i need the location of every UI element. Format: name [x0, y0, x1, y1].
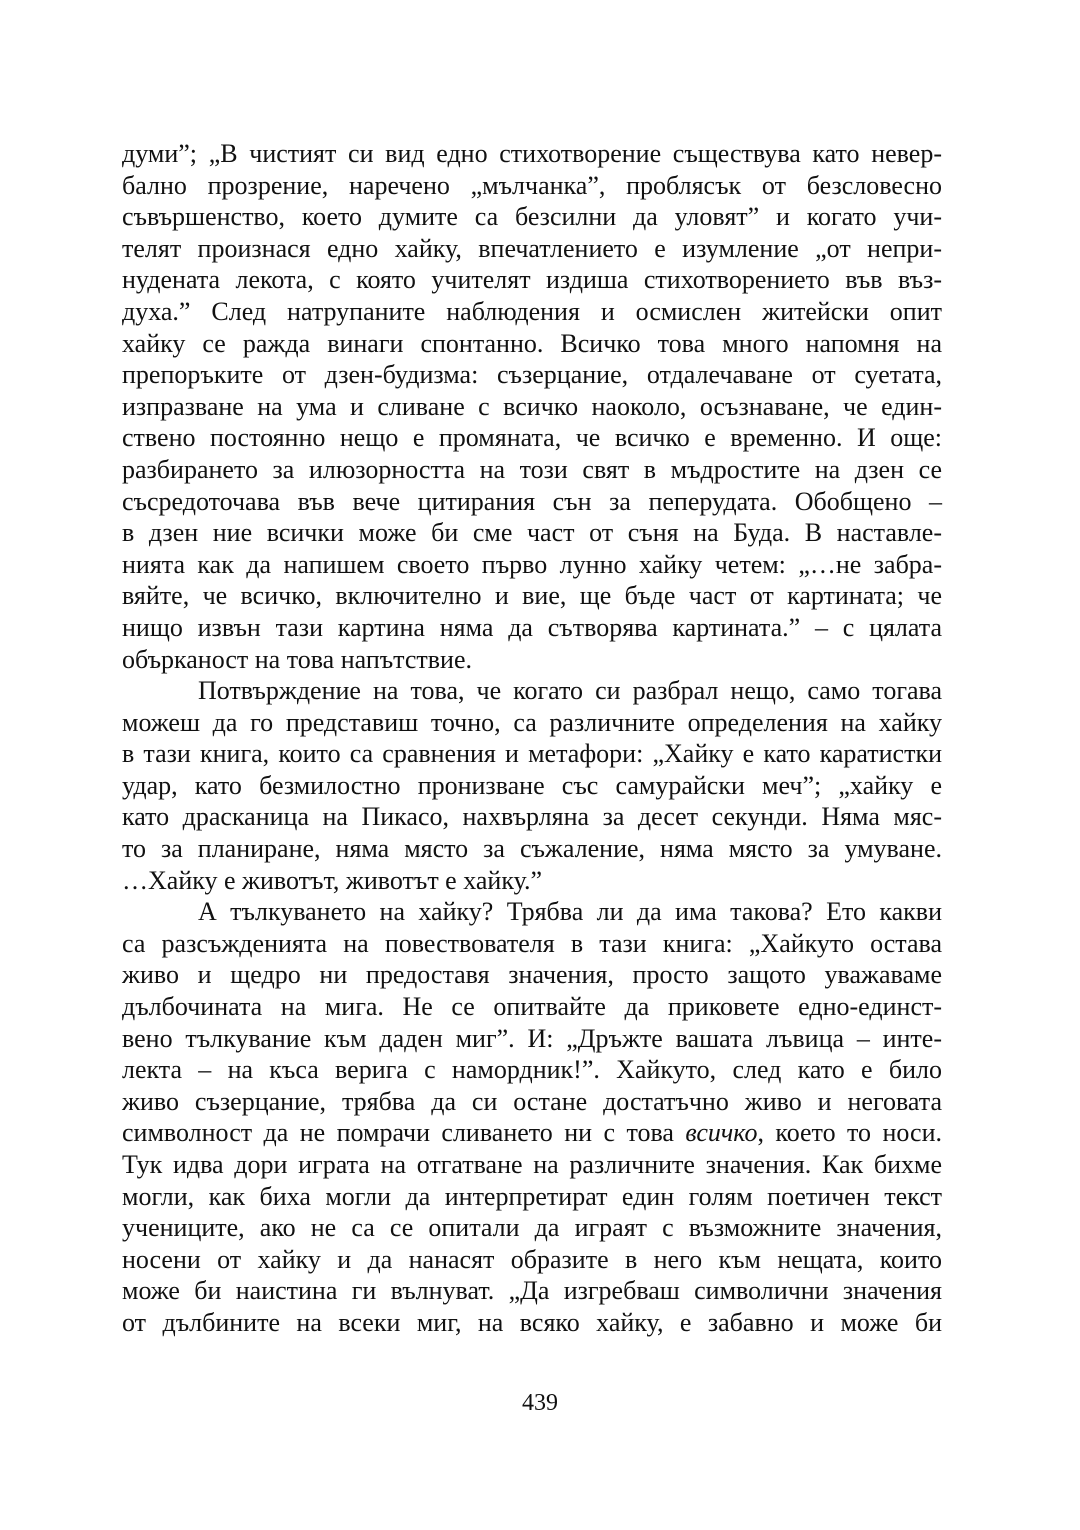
- page-body: [122, 138, 942, 1339]
- text-line: духа.” След натрупаните наблюдения и осмислен житейски опит: [122, 296, 942, 326]
- text-line: А тълкуването на хайку? Трябва ли да има такова? Ето какви: [198, 897, 942, 927]
- text-line: думи”; „В чистият си вид едно стихотворение съществува като невер-: [122, 139, 942, 168]
- text-line: са разсъжденията на повествователя в тази книга: „Хайкуто остава: [122, 928, 942, 958]
- page-number: 439: [522, 1390, 558, 1416]
- italic-word: всичко: [685, 1118, 758, 1148]
- text-line: лекта – на къса верига с намордник!”. Хайкуто, след като е било: [122, 1055, 942, 1085]
- text-line: вяйте, че всичко, включително и вие, ще бъде част от картината; че: [122, 581, 942, 611]
- paragraph-2: [122, 675, 942, 896]
- text-line: нищо извън тази картина няма да сътворява картината.” – с цялата: [122, 612, 942, 642]
- text-line: нията как да напишем своето първо лунно хайку четем: „…не забра-: [122, 549, 942, 579]
- text-line: живо и щедро ни предоставя значения, просто защото уважаваме: [122, 960, 942, 990]
- text-line: изпразване на ума и сливане с всичко наоколо, осъзнаване, че един-: [122, 391, 942, 421]
- text-line: Тук идва дори играта на отгатване на различните значения. Как бихме: [122, 1150, 942, 1179]
- text-line: съвършенство, което думите са безсилни да уловят” и когато учи-: [122, 202, 942, 232]
- text-line: от дълбините на всеки миг, на всяко хайку, е забавно и може би: [122, 1307, 942, 1337]
- paragraph-3: [122, 896, 942, 1338]
- text-segment: символност да не помрачи сливането ни с това: [122, 1118, 686, 1148]
- text-line: като драсканица на Пикасо, нахвърляна за десет секунди. Няма мяс-: [122, 802, 942, 832]
- text-line: можеш да го представиш точно, са различните определения на хайку: [122, 707, 942, 737]
- text-line: препоръките от дзен-будизма: съзерцание, отдалечаване от суетата,: [122, 360, 942, 390]
- text-line: телят произнася едно хайку, впечатлението е изумление „от непри-: [122, 233, 942, 263]
- text-line: може би наистина ги вълнуват. „Да изгребваш символични значения: [122, 1276, 942, 1306]
- text-line: бално прозрение, наречено „мълчанка”, проблясък от безсловесно: [122, 170, 942, 200]
- text-line: то за планиране, няма място за съжаление, няма място за умуване.: [122, 834, 942, 864]
- text-line: удар, като безмилостно пронизване със самурайски меч”; „хайку е: [122, 770, 942, 800]
- text-line: учениците, ако не са се опитали да играят с възможните значения,: [122, 1213, 942, 1243]
- text-line: в тази книга, които са сравнения и метафори: „Хайку е като каратистки: [122, 739, 942, 769]
- text-line: живо съзерцание, трябва да си остане достатъчно живо и неговата: [122, 1086, 942, 1116]
- text-line: могли, как биха могли да интерпретират един голям поетичен текст: [122, 1181, 942, 1211]
- text-line: дълбочината на мига. Не се опитвайте да приковете едно-единст-: [122, 992, 942, 1022]
- text-line: нудената лекота, с която учителят издиша стихотворението във въз-: [122, 265, 942, 295]
- text-line: носени от хайку и да нанасят образите в него към нещата, които: [122, 1244, 942, 1274]
- text-line: ствено постоянно нещо е промяната, че всичко е временно. И още:: [122, 423, 942, 453]
- text-line: разбирането за илюзорността на този свят в мъдростите на дзен се: [122, 454, 942, 484]
- text-line: хайку се ражда винаги спонтанно. Всичко това много напомня на: [122, 328, 942, 358]
- text-line: …Хайку е животът, животът е хайку.”: [122, 865, 543, 895]
- text-segment: , което то носи.: [757, 1118, 942, 1148]
- text-line: обърканост на това напътствие.: [122, 644, 472, 674]
- text-line-with-italic: [122, 1117, 942, 1149]
- text-line: вено тълкувание към даден миг”. И: „Дръжте вашата лъвица – инте-: [122, 1023, 942, 1053]
- text-line: в дзен ние всички може би сме част от съня на Буда. В наставле-: [122, 518, 942, 548]
- text-line: съсредоточава във вече цитирания сън за пеперудата. Обобщено –: [122, 486, 942, 516]
- paragraph-1: [122, 138, 942, 675]
- text-line: Потвърждение на това, че когато си разбрал нещо, само тогава: [198, 676, 942, 706]
